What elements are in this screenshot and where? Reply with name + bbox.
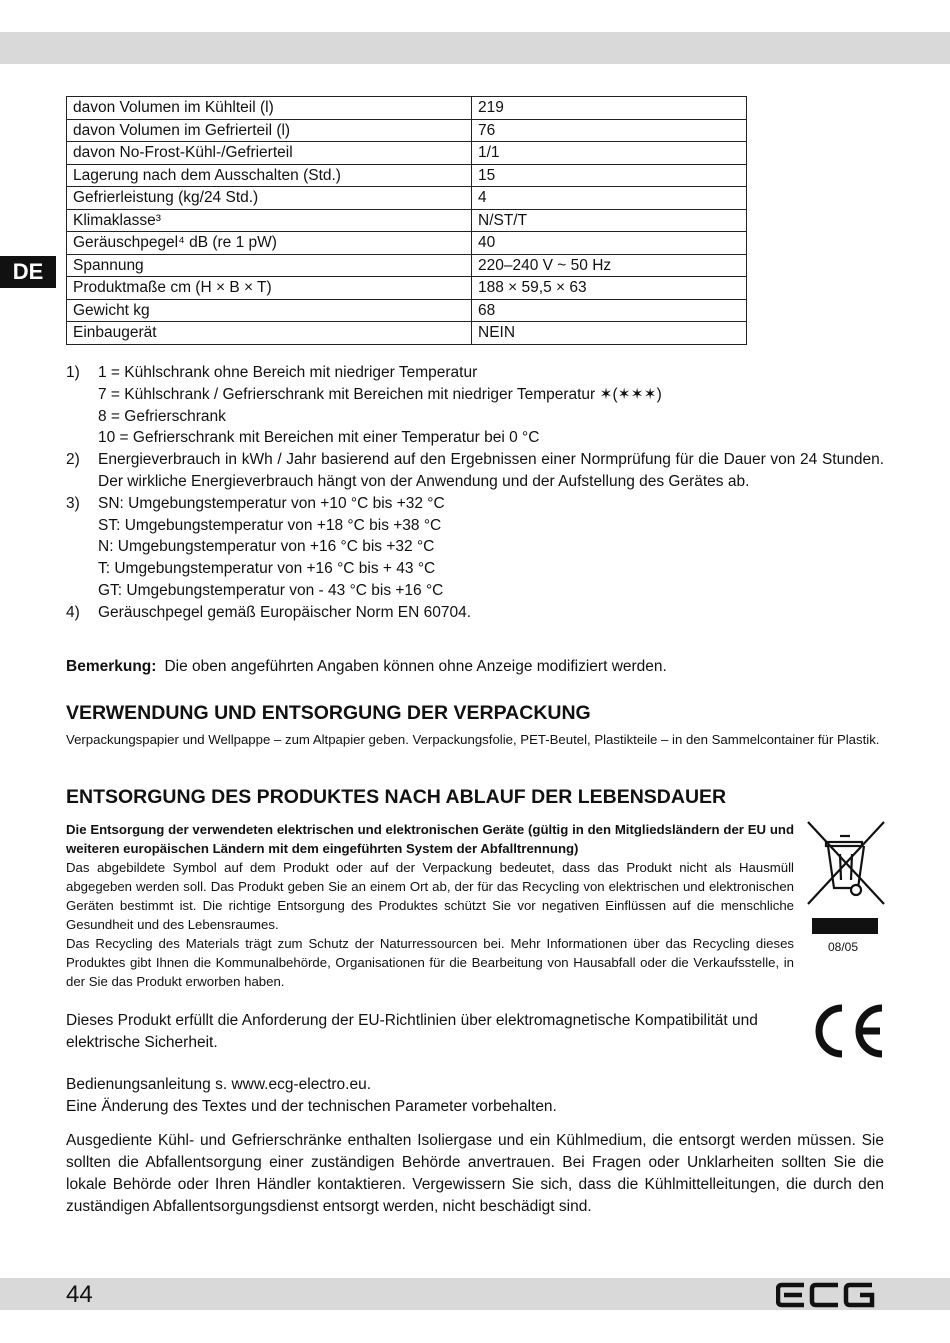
spec-label: Gefrierleistung (kg/24 Std.) — [67, 187, 472, 210]
footnote-number — [66, 536, 98, 558]
footnote-number: 3) — [66, 494, 80, 512]
footnote-text: 1 = Kühlschrank ohne Bereich mit niedriger Temperatur — [98, 364, 478, 381]
footnote-text: Energieverbrauch in kWh / Jahr basierend auf den Ergebnissen einer Normprüfung für die Dauer von 24 Stunden. Der wirkliche Energieverbrauch hängt von der Anwendung und der Aufstellung des Gerätes ab. — [98, 451, 884, 490]
footnote-number — [66, 515, 98, 537]
gases-text: Ausgediente Kühl- und Gefrierschränke enthalten Isoliergase und ein Kühlmedium, die entsorgt werden müssen. Sie sollten die Abfallentsorgung einer zuständigen Behörde anvertrauen. Bei Fragen oder Unklarheiten sollten Sie die lokale Behörde oder Ihren Händler kontaktieren. Vergewissern Sie sich, dass die Kühlmittelleitungen, die durch den zuständigen Abfallentsorgungsdienst entsorgt werden, nicht beschädigt sind. — [66, 1132, 884, 1215]
remark-text: Die oben angeführten Angaben können ohne Anzeige modifiziert werden. — [164, 658, 667, 675]
footnote-number — [66, 580, 98, 602]
footnote-number — [66, 427, 98, 449]
spec-row — [67, 119, 747, 142]
footnote-line — [66, 536, 884, 558]
language-tab: DE — [0, 256, 56, 288]
spec-row — [67, 299, 747, 322]
spec-label: Spannung — [67, 254, 472, 277]
footnote-text: Geräuschpegel gemäß Europäischer Norm EN 60704. — [98, 603, 472, 621]
packaging-heading: VERWENDUNG UND ENTSORGUNG DER VERPACKUNG — [66, 702, 591, 724]
footnote-text: 7 = Kühlschrank / Gefrierschrank mit Bereichen mit niedriger Temperatur ✶(✶✶✶) — [98, 385, 662, 403]
spec-label: Lagerung nach dem Ausschalten (Std.) — [67, 164, 472, 187]
footnote-text: N: Umgebungstemperatur von +16 °C bis +32 °C — [98, 538, 435, 556]
header-bar — [0, 32, 950, 64]
spec-value: 40 — [472, 232, 747, 255]
spec-value: 219 — [472, 97, 747, 120]
spec-row — [67, 142, 747, 165]
footnote-line — [66, 602, 884, 624]
disposal-heading: ENTSORGUNG DES PRODUKTES NACH ABLAUF DER LEBENSDAUER — [66, 786, 727, 808]
disposal-paragraph-1: Das abgebildete Symbol auf dem Produkt oder auf der Verpackung bedeutet, dass das Produkt nicht als Hausmüll abgegeben werden soll. Das Produkt geben Sie an einem Ort ab, der für das Recycling von elektrischen und elektronischen Geräten bestimmt ist. Die richtige Entsorgung des Produktes schützt Sie vor negativen Einflüssen auf die menschliche Gesundheit und des Lebensraumes. — [66, 860, 794, 932]
spec-label: davon Volumen im Gefrierteil (l) — [67, 119, 472, 142]
spec-value: 1/1 — [472, 142, 747, 165]
spec-value: N/ST/T — [472, 209, 747, 232]
footnote-line — [66, 449, 884, 493]
spec-label: Produktmaße cm (H × B × T) — [67, 277, 472, 300]
footnote-text: 10 = Gefrierschrank mit Bereichen mit einer Temperatur bei 0 °C — [98, 429, 540, 447]
footnote-number — [66, 406, 98, 428]
spec-row — [67, 254, 747, 277]
footnote-number: 1) — [66, 364, 80, 381]
footnote-number: 4) — [66, 603, 80, 621]
spec-label: Gewicht kg — [67, 299, 472, 322]
spec-value: 76 — [472, 119, 747, 142]
spec-label: davon Volumen im Kühlteil (l) — [67, 97, 472, 120]
footnote-number — [66, 384, 98, 406]
spec-value: NEIN — [472, 322, 747, 345]
footnote-text: SN: Umgebungstemperatur von +10 °C bis +32 °C — [98, 494, 445, 512]
footnote-line — [66, 580, 884, 602]
footnote-line — [66, 384, 884, 406]
footnote-text: ST: Umgebungstemperatur von +18 °C bis +38 °C — [98, 516, 442, 534]
footnote-number — [66, 558, 98, 580]
spec-row — [67, 97, 747, 120]
footnote-line — [66, 515, 884, 537]
spec-row — [67, 164, 747, 187]
footnote-line — [66, 493, 884, 515]
spec-row — [67, 322, 747, 345]
footnote-number: 2) — [66, 451, 80, 469]
manual-info — [66, 1074, 884, 1118]
emc-text: Dieses Produkt erfüllt die Anforderung der EU-Richtlinien über elektromagnetische Kompatibilität und elektrische Sicherheit. — [66, 1012, 758, 1051]
spec-label: Einbaugerät — [67, 322, 472, 345]
spec-row — [67, 187, 747, 210]
spec-row — [67, 209, 747, 232]
remark — [66, 656, 884, 678]
footnote-line — [66, 558, 884, 580]
spec-label: Klimaklasse³ — [67, 209, 472, 232]
ce-mark-icon — [808, 1002, 888, 1060]
spec-value: 188 × 59,5 × 63 — [472, 277, 747, 300]
footnote-text: 8 = Gefrierschrank — [98, 407, 226, 425]
disposal-text — [66, 820, 794, 991]
page-number: 44 — [66, 1281, 93, 1308]
spec-label: Geräuschpegel⁴ dB (re 1 pW) — [67, 232, 472, 255]
disposal-paragraph-2: Das Recycling des Materials trägt zum Schutz der Naturressourcen bei. Mehr Informationen über das Recycling dieses Produktes gibt Ihnen die Kommunalbehörde, Organisationen für die Bearbeitung von Hausabfall oder die Verkaufsstelle, in der Sie das Produkt erworben haben. — [66, 936, 794, 989]
spec-value: 68 — [472, 299, 747, 322]
crossed-bin-icon — [806, 818, 886, 908]
spec-value: 4 — [472, 187, 747, 210]
manual-line-2: Eine Änderung des Textes und der technischen Parameter vorbehalten. — [66, 1098, 557, 1115]
footnote-text: GT: Umgebungstemperatur von - 43 °C bis +16 °C — [98, 581, 444, 599]
packaging-text: Verpackungspapier und Wellpappe – zum Altpapier geben. Verpackungsfolie, PET-Beutel, Plastikteile – in den Sammelcontainer für Plastik. — [66, 732, 880, 747]
remark-label: Bemerkung: — [66, 658, 157, 675]
spec-value: 15 — [472, 164, 747, 187]
ecg-logo — [776, 1282, 876, 1308]
footnote-line — [66, 406, 884, 428]
disposal-intro: Die Entsorgung der verwendeten elektrischen und elektronischen Geräte (gültig in den Mitgliedsländern der EU und weiteren europäischen Ländern mit dem eingeführten System der Abfalltrennung) — [66, 822, 794, 856]
footnote-text: T: Umgebungstemperatur von +16 °C bis + 43 °C — [98, 560, 436, 578]
spec-row — [67, 277, 747, 300]
manual-line-1: Bedienungsanleitung s. www.ecg-electro.eu. — [66, 1076, 372, 1093]
weee-bar — [812, 918, 878, 934]
footnotes — [66, 362, 884, 624]
footnote-line — [66, 427, 884, 449]
spec-table — [66, 96, 747, 345]
weee-date: 08/05 — [828, 940, 859, 954]
footnote-line — [66, 362, 884, 384]
spec-value: 220–240 V ~ 50 Hz — [472, 254, 747, 277]
spec-row — [67, 232, 747, 255]
spec-label: davon No-Frost-Kühl-/Gefrierteil — [67, 142, 472, 165]
